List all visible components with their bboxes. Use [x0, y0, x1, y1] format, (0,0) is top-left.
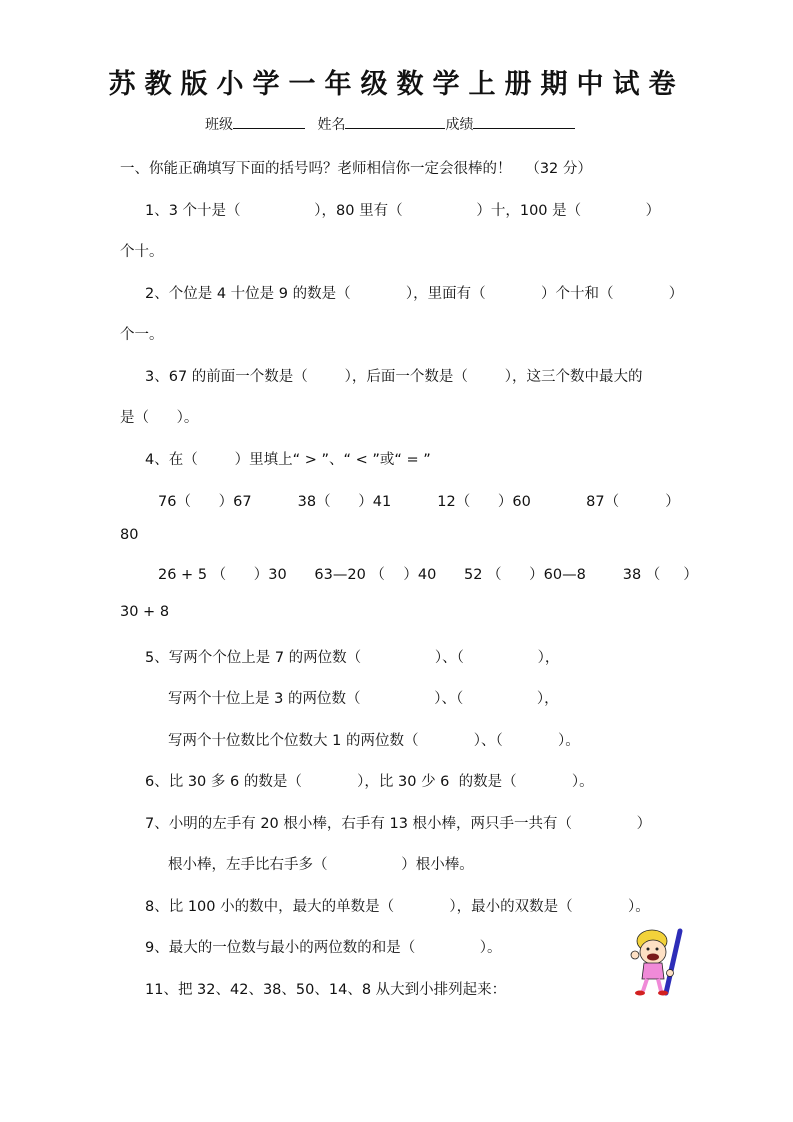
question-2: 2、个位是 4 十位是 9 的数是（ ），里面有（ ）个十和（ ） — [145, 286, 684, 302]
question-4-row-2-cont: 30 + 8 — [120, 604, 170, 620]
question-4-row-1-cont: 80 — [120, 527, 139, 543]
score-field[interactable] — [473, 114, 575, 129]
cartoon-kid-illustration — [628, 925, 690, 997]
question-5-line-2: 写两个十位上是 3 的两位数（ ）、（ ）， — [168, 691, 559, 707]
score-label: 成绩 — [445, 117, 474, 133]
question-5: 5、写两个个位上是 7 的两位数（ ）、（ ）， — [145, 650, 560, 666]
question-4-row-2: 26 + 5 （ ）30 63—20 （ ）40 52 （ ）60—8 38 （ ） — [158, 567, 698, 583]
class-label: 班级 — [205, 117, 233, 133]
question-4-row-1: 76（ ）67 38（ ）41 12（ ）60 87（ ） — [158, 494, 680, 510]
question-4: 4、在（ ）里填上“ > ”、“ < ”或“ = ” — [145, 452, 431, 468]
question-3: 3、67 的前面一个数是（ ），后面一个数是（ ），这三个数中最大的 — [145, 369, 643, 385]
question-6: 6、比 30 多 6 的数是（ ），比 30 少 6 的数是（ ）。 — [145, 774, 594, 790]
question-3-cont: 是（ ）。 — [120, 410, 199, 426]
name-label: 姓名 — [317, 117, 346, 133]
question-7-cont: 根小棒，左手比右手多（ ）根小棒。 — [168, 857, 474, 873]
name-field[interactable] — [345, 114, 445, 129]
section-heading: 一、你能正确填写下面的括号吗？老师相信你一定会很棒的！ （32 分） — [120, 161, 592, 177]
question-5-line-3: 写两个十位数比个位数大 1 的两位数（ ）、（ ）。 — [168, 733, 580, 749]
question-11: 11、把 32、42、38、50、14、8 从大到小排列起来： — [145, 982, 507, 998]
question-1: 1、3 个十是（ ），80 里有（ ）十，100 是（ ） — [145, 203, 661, 219]
question-9: 9、最大的一位数与最小的两位数的和是（ ）。 — [145, 940, 502, 956]
question-2-cont: 个一。 — [120, 327, 164, 343]
class-field[interactable] — [233, 114, 305, 129]
exam-title: 苏教版小学一年级数学上册期中试卷 — [108, 69, 685, 100]
student-info-row — [205, 114, 583, 134]
question-7: 7、小明的左手有 20 根小棒，右手有 13 根小棒，两只手一共有（ ） — [145, 816, 652, 832]
question-1-cont: 个十。 — [120, 244, 164, 260]
question-8: 8、比 100 小的数中，最大的单数是（ ），最小的双数是（ ）。 — [145, 899, 650, 915]
